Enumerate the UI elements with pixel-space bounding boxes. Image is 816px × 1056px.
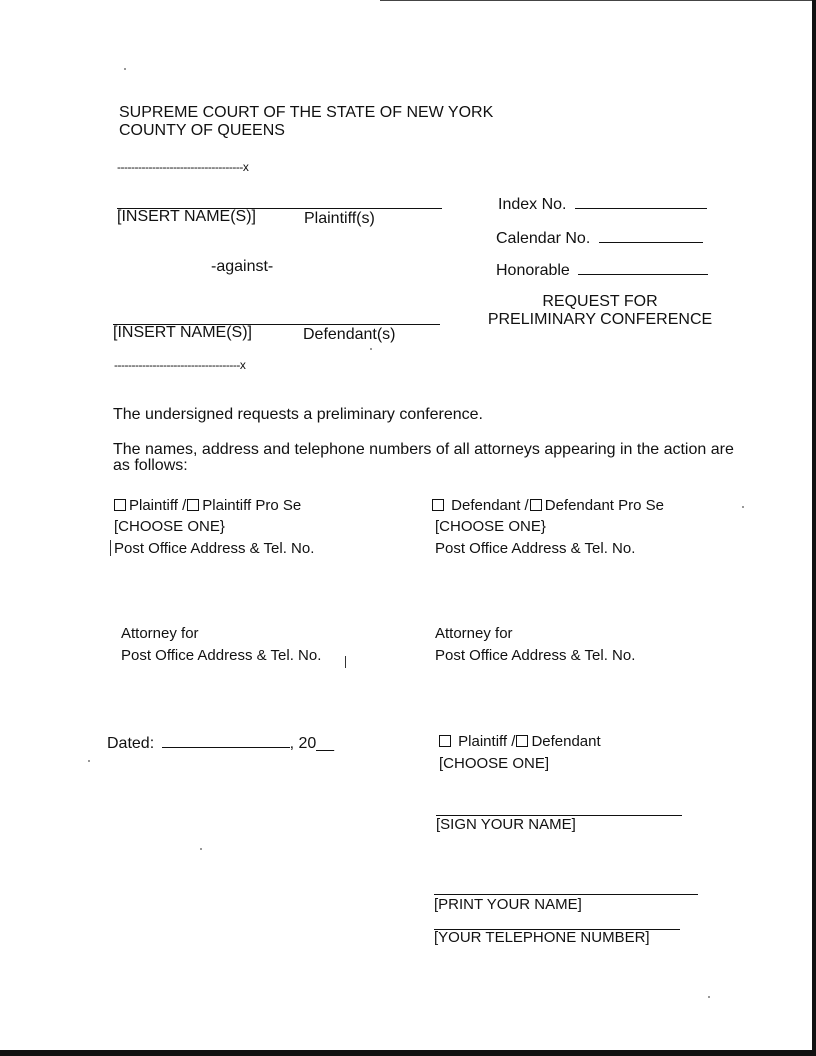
scan-speck xyxy=(88,760,90,762)
right-attorney-for-label: Attorney for xyxy=(435,625,513,642)
against-label: -against- xyxy=(211,258,274,275)
sign-name-label: [SIGN YOUR NAME] xyxy=(436,816,576,833)
plaintiff-role-label: Plaintiff(s) xyxy=(304,210,375,227)
signer-defendant-checkbox[interactable] xyxy=(516,735,528,747)
scan-mark xyxy=(110,540,111,556)
plaintiff-pro-se-checkbox[interactable] xyxy=(187,499,199,511)
signer-plaintiff-checkbox[interactable] xyxy=(439,735,451,747)
scan-mark xyxy=(345,656,346,668)
signer-plaintiff-label: Plaintiff / xyxy=(458,733,516,750)
index-no-label: Index No. xyxy=(498,196,567,213)
defendant-pro-se-label: Defendant Pro Se xyxy=(544,497,664,514)
scan-speck xyxy=(370,348,372,350)
request-statement: The undersigned requests a preliminary conference. xyxy=(113,406,483,423)
print-name-line[interactable] xyxy=(434,894,698,895)
page-edge-bottom xyxy=(0,1050,816,1056)
left-attorney-address-label: Post Office Address & Tel. No. xyxy=(121,647,322,664)
calendar-no-blank[interactable] xyxy=(599,228,703,243)
page-edge-right xyxy=(812,0,816,1056)
plaintiff-pro-se-label: Plaintiff Pro Se xyxy=(202,497,302,514)
caption-separator-bottom: ------------------------------------x xyxy=(114,358,246,372)
scan-speck xyxy=(124,68,126,70)
right-party-choice xyxy=(432,497,664,514)
doc-title-line2: PRELIMINARY CONFERENCE xyxy=(487,311,713,328)
plaintiff-name-placeholder: [INSERT NAME(S)] xyxy=(117,208,256,225)
scan-speck xyxy=(200,848,202,850)
calendar-no-field[interactable] xyxy=(496,228,703,248)
defendant-checkbox[interactable] xyxy=(432,499,444,511)
plaintiff-option-label: Plaintiff / xyxy=(129,497,187,514)
signer-defendant-label: Defendant xyxy=(531,733,601,750)
print-name-label: [PRINT YOUR NAME] xyxy=(434,896,582,913)
index-no-blank[interactable] xyxy=(575,194,707,209)
year-suffix: , 20__ xyxy=(289,735,335,752)
attorneys-intro-line2: as follows: xyxy=(113,457,188,474)
left-party-choice xyxy=(114,497,301,514)
right-party-address-label: Post Office Address & Tel. No. xyxy=(435,540,636,557)
defendant-name-placeholder: [INSERT NAME(S)] xyxy=(113,324,252,341)
signer-choose-one: [CHOOSE ONE] xyxy=(439,755,550,772)
page-edge-top xyxy=(380,0,816,1)
signer-choice xyxy=(439,733,601,750)
court-name: SUPREME COURT OF THE STATE OF NEW YORK xyxy=(119,104,494,121)
index-no-field[interactable] xyxy=(498,194,707,214)
telephone-label: [YOUR TELEPHONE NUMBER] xyxy=(434,929,650,946)
dated-label: Dated: xyxy=(107,735,155,752)
dated-field[interactable] xyxy=(107,733,334,753)
left-party-address-label: Post Office Address & Tel. No. xyxy=(114,540,315,557)
caption-separator-top: ------------------------------------x xyxy=(117,160,249,174)
right-choose-one: [CHOOSE ONE} xyxy=(435,518,546,535)
right-attorney-address-label: Post Office Address & Tel. No. xyxy=(435,647,636,664)
county-name: COUNTY OF QUEENS xyxy=(119,122,285,139)
honorable-blank[interactable] xyxy=(578,260,708,275)
defendant-role-label: Defendant(s) xyxy=(303,326,396,343)
attorneys-intro-line1: The names, address and telephone numbers of all attorneys appearing in the action are xyxy=(113,441,734,458)
left-attorney-for-label: Attorney for xyxy=(121,625,199,642)
scan-speck xyxy=(708,996,710,998)
plaintiff-checkbox[interactable] xyxy=(114,499,126,511)
doc-title-line1: REQUEST FOR xyxy=(542,293,658,310)
defendant-pro-se-checkbox[interactable] xyxy=(530,499,542,511)
left-choose-one: [CHOOSE ONE} xyxy=(114,518,225,535)
honorable-label: Honorable xyxy=(496,262,570,279)
date-blank[interactable] xyxy=(162,733,290,748)
honorable-field[interactable] xyxy=(496,260,708,280)
defendant-option-label: Defendant / xyxy=(451,497,529,514)
scan-speck xyxy=(742,506,744,508)
calendar-no-label: Calendar No. xyxy=(496,230,591,247)
